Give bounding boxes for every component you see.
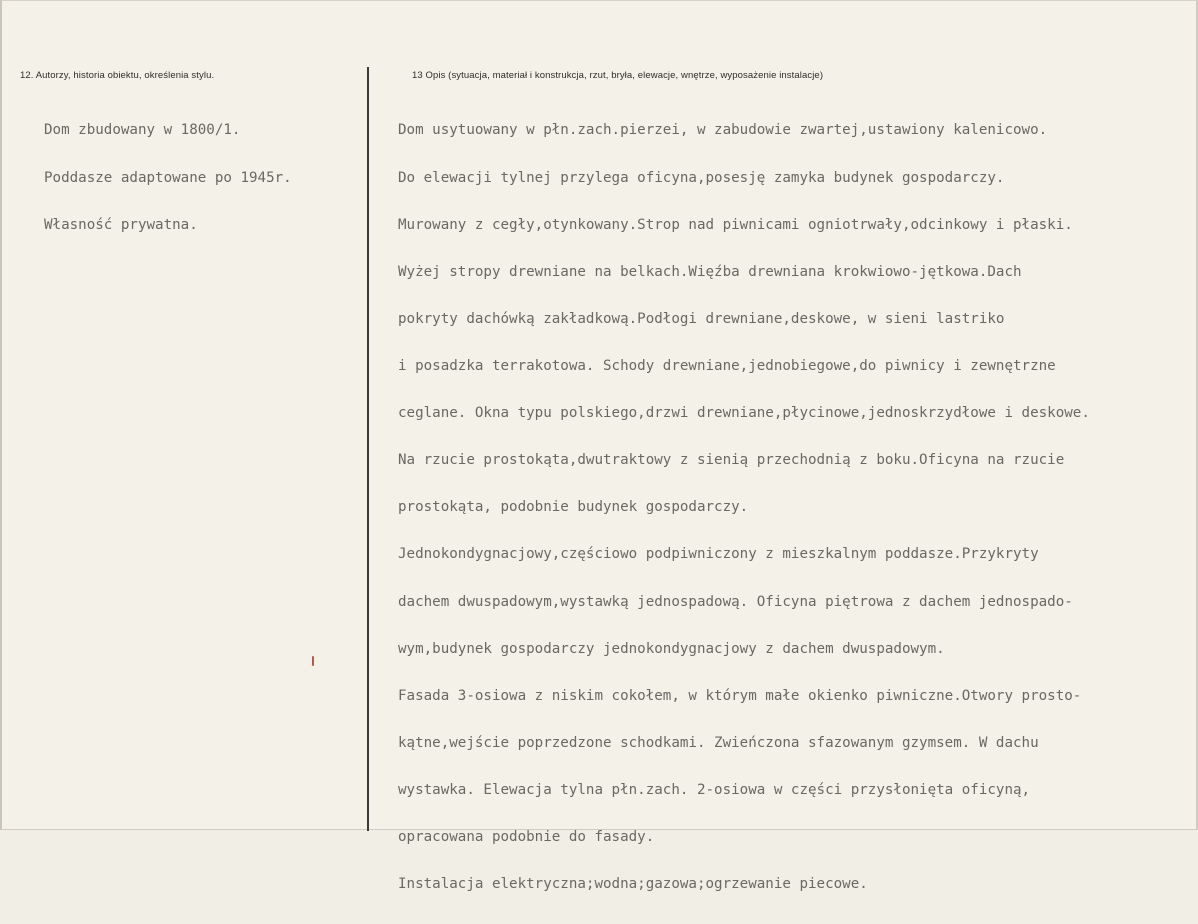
- section-12-body: [44, 92, 292, 265]
- section-13-line: wystawka. Elewacja tylna płn.zach. 2-osiowa w części przysłonięta oficyną,: [398, 781, 1031, 798]
- section-13-body: [398, 92, 1090, 924]
- section-13-line: Fasada 3-osiowa z niskim cokołem, w którym małe okienko piwniczne.Otwory prosto-: [398, 687, 1082, 704]
- section-13-line: kątne,wejście poprzedzone schodkami. Zwieńczona sfazowanym gzymsem. W dachu: [398, 734, 1039, 751]
- section-13-line: wym,budynek gospodarczy jednokondygnacjowy z dachem dwuspadowym.: [398, 640, 945, 657]
- section-13-line: dachem dwuspadowym,wystawką jednospadową. Oficyna piętrowa z dachem jednospado-: [398, 593, 1073, 610]
- section-13-line: Do elewacji tylnej przylega oficyna,posesję zamyka budynek gospodarczy.: [398, 169, 1005, 186]
- section-12-header: 12. Autorzy, historia obiektu, określenia stylu.: [20, 70, 215, 81]
- section-13-line: Murowany z cegły,otynkowany.Strop nad piwnicami ogniotrwały,odcinkowy i płaski.: [398, 216, 1073, 233]
- section-13-line: opracowana podobnie do fasady.: [398, 829, 655, 846]
- section-13-line: Instalacja elektryczna;wodna;gazowa;ogrzewanie piecowe.: [398, 876, 868, 893]
- section-13-line: prostokąta, podobnie budynek gospodarczy.: [398, 499, 749, 516]
- section-12-line: Poddasze adaptowane po 1945r.: [44, 169, 292, 186]
- section-13-line: Jednokondygnacjowy,częściowo podpiwniczony z mieszkalnym poddasze.Przykryty: [398, 546, 1039, 563]
- section-13-header: 13 Opis (sytuacja, materiał i konstrukcja, rzut, bryła, elewacje, wnętrze, wyposażenie instalacje): [412, 70, 824, 81]
- section-13-line: pokryty dachówką zakładkową.Podłogi drewniane,deskowe, w sieni lastriko: [398, 310, 1005, 327]
- column-divider: [367, 67, 369, 831]
- section-13-line: ceglane. Okna typu polskiego,drzwi drewniane,płycinowe,jednoskrzydłowe i deskowe.: [398, 405, 1090, 422]
- section-13-line: i posadzka terrakotowa. Schody drewniane,jednobiegowe,do piwnicy i zewnętrzne: [398, 357, 1056, 374]
- section-12-line: Dom zbudowany w 1800/1.: [44, 122, 241, 139]
- section-13-line: Na rzucie prostokąta,dwutraktowy z sienią przechodnią z boku.Oficyna na rzucie: [398, 452, 1065, 469]
- section-13-line: Wyżej stropy drewniane na belkach.Więźba drewniana krokwiowo-jętkowa.Dach: [398, 263, 1022, 280]
- ink-mark: [312, 656, 314, 666]
- section-12-line: Własność prywatna.: [44, 216, 198, 233]
- section-13-line: Dom usytuowany w płn.zach.pierzei, w zabudowie zwartej,ustawiony kalenicowo.: [398, 122, 1048, 139]
